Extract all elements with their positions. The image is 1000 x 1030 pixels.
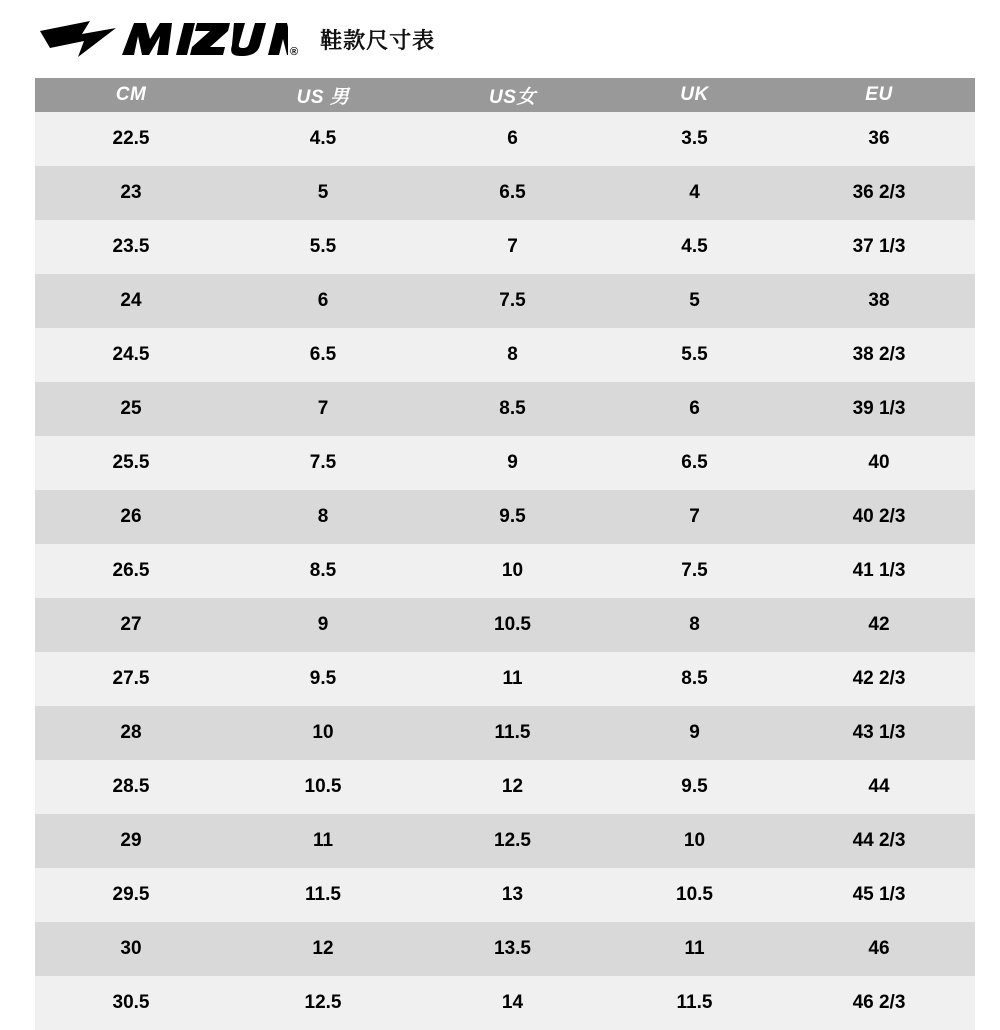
cell-us-women: 13 [419,868,606,922]
cell-eu: 38 2/3 [783,328,975,382]
cell-us-women: 11.5 [419,706,606,760]
cell-us-men: 9.5 [227,652,419,706]
table-row [35,436,975,490]
cell-cm: 25.5 [35,436,227,490]
table-row [35,922,975,976]
column-header-us-women: US女 [419,78,606,112]
cell-eu: 44 2/3 [783,814,975,868]
cell-uk: 6.5 [606,436,783,490]
cell-us-men: 5.5 [227,220,419,274]
cell-us-men: 10 [227,706,419,760]
cell-us-men: 11 [227,814,419,868]
size-table [35,78,975,1030]
cell-cm: 30.5 [35,976,227,1030]
table-row [35,544,975,598]
cell-eu: 42 2/3 [783,652,975,706]
cell-us-women: 12.5 [419,814,606,868]
cell-eu: 36 [783,112,975,166]
cell-uk: 8.5 [606,652,783,706]
column-header-eu: EU [783,78,975,112]
cell-uk: 9 [606,706,783,760]
cell-cm: 27.5 [35,652,227,706]
table-row [35,598,975,652]
cell-eu: 41 1/3 [783,544,975,598]
cell-us-men: 8 [227,490,419,544]
registered-mark: ® [290,46,299,58]
cell-eu: 45 1/3 [783,868,975,922]
table-row [35,868,975,922]
table-row [35,652,975,706]
table-row [35,274,975,328]
table-row [35,490,975,544]
cell-us-women: 9.5 [419,490,606,544]
cell-eu: 38 [783,274,975,328]
cell-eu: 42 [783,598,975,652]
cell-uk: 9.5 [606,760,783,814]
cell-us-men: 12 [227,922,419,976]
cell-cm: 29 [35,814,227,868]
table-head [35,78,975,112]
cell-us-women: 6 [419,112,606,166]
cell-eu: 36 2/3 [783,166,975,220]
cell-us-men: 8.5 [227,544,419,598]
cell-eu: 44 [783,760,975,814]
table-row [35,760,975,814]
table-row [35,220,975,274]
cell-us-men: 7 [227,382,419,436]
cell-cm: 30 [35,922,227,976]
cell-uk: 5 [606,274,783,328]
cell-cm: 23.5 [35,220,227,274]
cell-uk: 4.5 [606,220,783,274]
table-row [35,166,975,220]
cell-eu: 40 2/3 [783,490,975,544]
cell-cm: 24 [35,274,227,328]
cell-uk: 8 [606,598,783,652]
mizuno-wordmark-icon [38,17,288,61]
page-header [0,0,1000,78]
cell-us-men: 5 [227,166,419,220]
cell-cm: 23 [35,166,227,220]
cell-uk: 4 [606,166,783,220]
table-row [35,328,975,382]
column-header-us-men: US 男 [227,78,419,112]
cell-us-women: 7.5 [419,274,606,328]
cell-cm: 25 [35,382,227,436]
cell-cm: 26.5 [35,544,227,598]
cell-eu: 43 1/3 [783,706,975,760]
cell-cm: 24.5 [35,328,227,382]
cell-us-women: 11 [419,652,606,706]
cell-cm: 27 [35,598,227,652]
cell-cm: 26 [35,490,227,544]
page-title: 鞋款尺寸表 [320,28,436,54]
column-header-cm: CM [35,78,227,112]
cell-uk: 10 [606,814,783,868]
cell-eu: 39 1/3 [783,382,975,436]
cell-cm: 29.5 [35,868,227,922]
table-row [35,706,975,760]
cell-us-women: 10 [419,544,606,598]
cell-us-men: 12.5 [227,976,419,1030]
cell-cm: 28 [35,706,227,760]
cell-us-men: 11.5 [227,868,419,922]
table-row [35,382,975,436]
table-row [35,814,975,868]
cell-uk: 7 [606,490,783,544]
cell-us-men: 10.5 [227,760,419,814]
cell-eu: 46 2/3 [783,976,975,1030]
column-header-uk: UK [606,78,783,112]
cell-eu: 46 [783,922,975,976]
table-header-row [35,78,975,112]
cell-cm: 22.5 [35,112,227,166]
cell-us-men: 7.5 [227,436,419,490]
cell-uk: 10.5 [606,868,783,922]
cell-uk: 11.5 [606,976,783,1030]
cell-uk: 3.5 [606,112,783,166]
cell-uk: 5.5 [606,328,783,382]
mizuno-logo [38,17,298,61]
cell-us-women: 12 [419,760,606,814]
cell-uk: 6 [606,382,783,436]
cell-us-men: 6.5 [227,328,419,382]
cell-us-women: 10.5 [419,598,606,652]
cell-us-women: 6.5 [419,166,606,220]
cell-us-women: 8.5 [419,382,606,436]
cell-us-women: 9 [419,436,606,490]
cell-eu: 40 [783,436,975,490]
cell-uk: 11 [606,922,783,976]
cell-us-women: 13.5 [419,922,606,976]
table-body [35,112,975,1030]
table-row [35,112,975,166]
table-row [35,976,975,1030]
cell-us-men: 6 [227,274,419,328]
cell-us-women: 8 [419,328,606,382]
cell-uk: 7.5 [606,544,783,598]
cell-us-women: 7 [419,220,606,274]
cell-us-men: 4.5 [227,112,419,166]
cell-eu: 37 1/3 [783,220,975,274]
cell-us-women: 14 [419,976,606,1030]
cell-cm: 28.5 [35,760,227,814]
size-table-container [0,78,1000,1030]
cell-us-men: 9 [227,598,419,652]
